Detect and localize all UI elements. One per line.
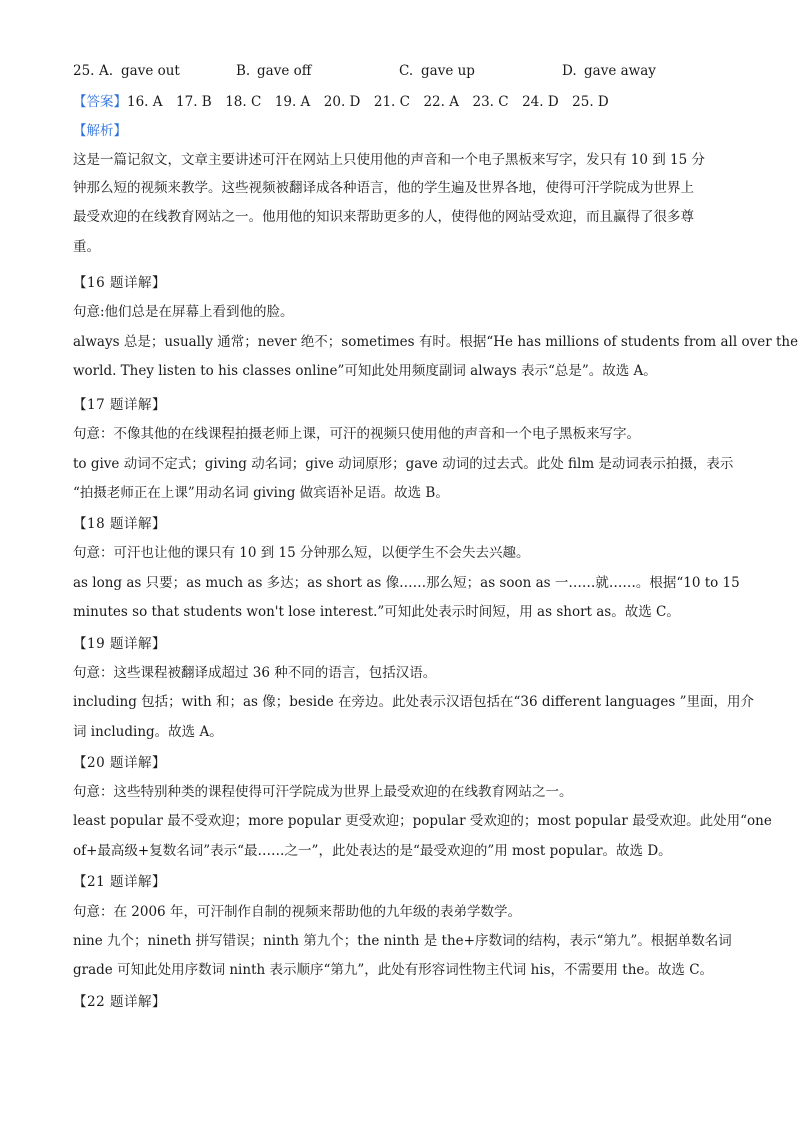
paragraph-line: nine 九个；nineth 拼写错误；ninth 第九个；the ninth 是 the+序数词的结构，表示“第九”。根据单数名词 [73,933,732,949]
question-number: 25. [73,63,95,79]
answer-line [73,92,740,112]
paragraph-line: 句意:他们总是在屏幕上看到他的脸。 [73,304,294,320]
paragraph-line: 句意：不像其他的在线课程拍摄老师上课，可汗的视频只使用他的声音和一个电子黑板来写字。 [73,426,640,442]
option-c-letter: C. [399,63,414,79]
section-heading: 【19 题详解】 [73,636,166,652]
paragraph-line: 钟那么短的视频来教学。这些视频被翻译成各种语言，他的学生遍及世界各地，使得可汗学院成为世界上 [73,180,694,196]
paragraph-line: as long as 只要；as much as 多达；as short as 像……那么短；as soon as 一……就……。根据“10 to 15 [73,575,740,591]
paragraph-line: of+最高级+复数名词”表示“最……之一”，此处表达的是“最受欢迎的”用 most popular。故选 D。 [73,843,672,859]
analysis-tag: 【解析】 [73,123,127,139]
answer-tag: 【答案】 [73,94,127,110]
paragraph-line: to give 动词不定式；giving 动名词；give 动词原形；gave 动词的过去式。此处 film 是动词表示拍摄，表示 [73,456,734,472]
paragraph-line: least popular 最不受欢迎；more popular 更受欢迎；popular 受欢迎的；most popular 最受欢迎。此处用“one [73,813,772,829]
paragraph-line: world. They listen to his classes online”可知此处用频度副词 always 表示“总是”。故选 A。 [73,363,657,379]
paragraph-line: 重。 [73,239,100,255]
paragraph-line: 词 including。故选 A。 [73,724,223,740]
section-heading: 【22 题详解】 [73,994,166,1010]
paragraph-line: 句意：在 2006 年，可汗制作自制的视频来帮助他的九年级的表弟学数学。 [73,904,521,920]
paragraph-line: grade 可知此处用序数词 ninth 表示顺序“第九”，此处有形容词性物主代词 his，不需要用 the。故选 C。 [73,962,714,978]
paragraph-line: “拍摄老师正在上课”用动名词 giving 做宾语补足语。故选 B。 [73,485,449,501]
paragraph-line: 句意：这些特别种类的课程使得可汗学院成为世界上最受欢迎的在线教育网站之一。 [73,784,573,800]
section-heading: 【21 题详解】 [73,874,166,890]
section-heading: 【18 题详解】 [73,516,166,532]
option-d-letter: D. [562,63,577,79]
paragraph-line: 最受欢迎的在线教育网站之一。他用他的知识来帮助更多的人，使得他的网站受欢迎，而且赢得了很多尊 [73,209,694,225]
option-a-letter: A. [99,63,114,79]
paragraph-line: including 包括；with 和；as 像；beside 在旁边。此处表示汉语包括在“36 different languages ”里面，用介 [73,694,754,710]
paragraph-line: 句意：可汗也让他的课只有 10 到 15 分钟那么短，以便学生不会失去兴趣。 [73,545,530,561]
option-b-text: gave off [257,63,312,79]
section-heading: 【16 题详解】 [73,275,166,291]
option-c-text: gave up [421,63,475,79]
question-25-options [73,63,773,83]
paragraph-line: 句意：这些课程被翻译成超过 36 种不同的语言，包括汉语。 [73,665,437,681]
section-heading: 【17 题详解】 [73,397,166,413]
section-heading: 【20 题详解】 [73,755,166,771]
paragraph-line: 这是一篇记叙文，文章主要讲述可汗在网站上只使用他的声音和一个电子黑板来写字，发只有 10 到 15 分 [73,152,706,168]
paragraph-line: minutes so that students won't lose interest.”可知此处表示时间短，用 as short as。故选 C。 [73,604,680,620]
paragraph-line: always 总是；usually 通常；never 绝不；sometimes 有时。根据“He has millions of students from all over the [73,334,799,350]
option-a-text: gave out [121,63,180,79]
option-d-text: gave away [584,63,656,79]
option-b-letter: B. [236,63,251,79]
answer-key: 16. A 17. B 18. C 19. A 20. D 21. C 22. A 23. C 24. D 25. D [127,94,609,110]
